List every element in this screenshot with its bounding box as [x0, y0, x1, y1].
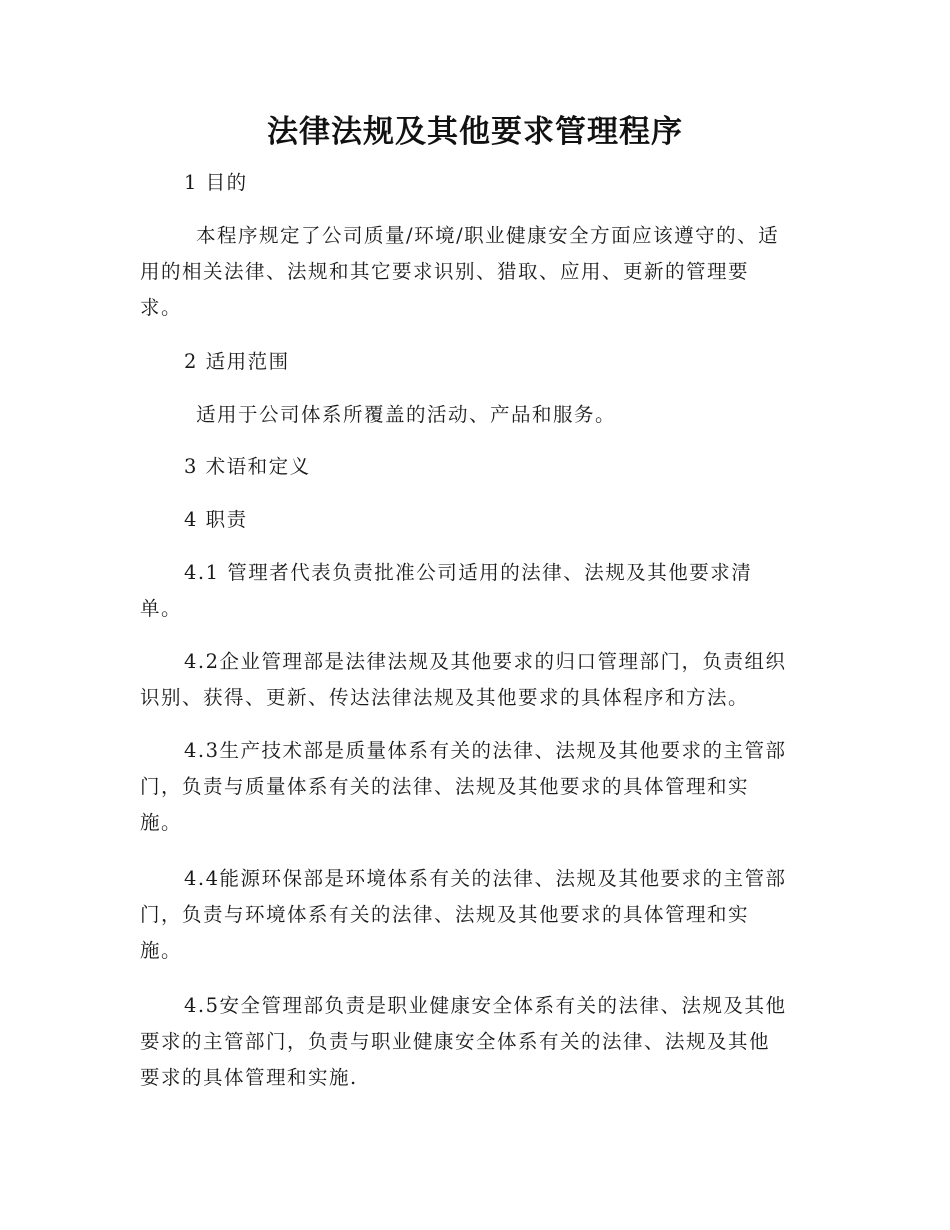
paragraph-line: 4.1 管理者代表负责批准公司适用的法律、法规及其他要求清 — [184, 561, 753, 584]
responsibility-item-4-1 — [140, 555, 812, 627]
paragraph-line: 适用于公司体系所覆盖的活动、产品和服务。 — [196, 403, 617, 426]
paragraph-line: 4.3生产技术部是质量体系有关的法律、法规及其他要求的主管部 — [184, 739, 787, 762]
paragraph-line: 要求的主管部门，负责与职业健康安全体系有关的法律、法规及其他 — [140, 1030, 771, 1053]
responsibility-item-4-2 — [140, 644, 812, 716]
document-title: 法律法规及其他要求管理程序 — [267, 114, 683, 150]
paragraph-line: 用的相关法律、法规和其它要求识别、猎取、应用、更新的管理要 — [140, 260, 750, 283]
section-body-scope — [140, 397, 812, 433]
paragraph-line: 求。 — [140, 296, 183, 319]
responsibility-item-4-4 — [140, 861, 812, 969]
paragraph-line: 4.4能源环保部是环境体系有关的法律、法规及其他要求的主管部 — [184, 867, 787, 890]
paragraph-line: 4.2企业管理部是法律法规及其他要求的归口管理部门，负责组织 — [184, 650, 787, 673]
paragraph-line: 识别、获得、更新、传达法律法规及其他要求的具体程序和方法。 — [140, 686, 750, 709]
paragraph-line: 本程序规定了公司质量/环境/职业健康安全方面应该遵守的、适 — [196, 224, 780, 247]
paragraph-line: 施。 — [140, 939, 183, 962]
responsibility-item-4-5 — [140, 988, 812, 1096]
paragraph-line: 施。 — [140, 811, 183, 834]
section-heading-scope: 2 适用范围 — [184, 350, 290, 373]
section-body-purpose — [140, 218, 812, 326]
section-heading-terms: 3 术语和定义 — [184, 455, 311, 478]
section-heading-purpose: 1 目的 — [184, 171, 248, 194]
paragraph-line: 要求的具体管理和实施. — [140, 1066, 358, 1089]
paragraph-line: 单。 — [140, 597, 183, 620]
section-heading-responsibilities: 4 职责 — [184, 508, 248, 531]
paragraph-line: 门，负责与环境体系有关的法律、法规及其他要求的具体管理和实 — [140, 903, 750, 926]
paragraph-line: 门，负责与质量体系有关的法律、法规及其他要求的具体管理和实 — [140, 775, 750, 798]
paragraph-line: 4.5安全管理部负责是职业健康安全体系有关的法律、法规及其他 — [184, 994, 787, 1017]
responsibility-item-4-3 — [140, 733, 812, 841]
